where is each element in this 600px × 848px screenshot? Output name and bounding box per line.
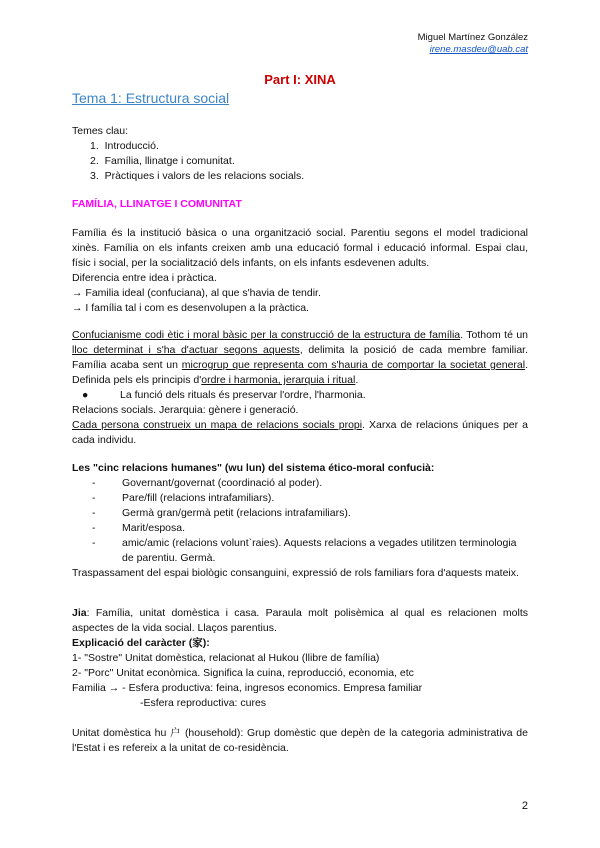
- tema-title: Tema 1: Estructura social: [72, 90, 230, 106]
- paragraph: 1- "Sostre" Unitat domèstica, relacionat al Hukou (llibre de família): [72, 652, 380, 664]
- paragraph: Relacions socials. Jerarquia: gènere i generació.: [72, 404, 299, 416]
- paragraph: → I família tal i com es desenvolupen a la pràctica.: [72, 302, 309, 314]
- author-name: Miguel Martínez González: [417, 32, 528, 43]
- list-item: - amic/amic (relacions volunt`raies). Aquests relacions a vegades utilitzen terminologia de parentiu. Germà.: [92, 537, 517, 564]
- paragraph: Diferencia entre idea i pràctica.: [72, 272, 217, 284]
- paragraph: Familia → - Esfera productiva: feina, ingresos economics. Empresa familiar: [72, 682, 423, 694]
- confucianisme-block: [72, 328, 528, 448]
- jia-block: [72, 606, 528, 711]
- list-item: 1. Introducció.: [90, 140, 159, 152]
- list-item: - Marit/esposa.: [92, 522, 186, 534]
- explicacio-heading: Explicació del caràcter (家):: [72, 637, 210, 649]
- list-item: - Germà gran/germà petit (relacions intrafamiliars).: [92, 507, 351, 519]
- list-item: 3. Pràctiques i valors de les relacions socials.: [90, 170, 305, 182]
- paragraph: Jia: Família, unitat domèstica i casa. Paraula molt polisèmica al qual es relacionen molts aspectes de la vida social. Llaços parentius.: [72, 607, 528, 634]
- temes-block: [72, 124, 528, 184]
- cinc-heading: Les "cinc relacions humanes" (wu lun) del sistema ético-moral confucià:: [72, 462, 435, 474]
- cinc-relacions-block: [72, 461, 528, 581]
- temes-list: [72, 139, 528, 184]
- paragraph: Unitat domèstica hu 户 (household): Grup domèstic que depèn de la categoria administrativa de l'Estat i es refereix a la unitat de co-residència.: [72, 727, 528, 754]
- list-item: ● La funció dels rituals és preservar l'ordre, l'harmonia.: [82, 389, 366, 401]
- paragraph: → Familia ideal (confuciana), al que s'havia de tendir.: [72, 287, 321, 299]
- page-number: 2: [521, 800, 528, 812]
- paragraph: Traspassament del espai biològic consanguini, expressió de rols familiars fora d'aquests mateix.: [72, 567, 519, 579]
- section-heading: FAMÍLIA, LLINATGE I COMUNITAT: [72, 198, 242, 210]
- page-header: [418, 32, 528, 56]
- bullet-list: [72, 388, 528, 403]
- dash-list: [72, 476, 528, 566]
- paragraph: Cada persona construeix un mapa de relacions socials propi. Xarxa de relacions úniques per a cada individu.: [72, 419, 528, 446]
- list-item: - Pare/fill (relacions intrafamiliars).: [92, 492, 275, 504]
- temes-label: Temes clau:: [72, 125, 129, 137]
- unitat-block: [72, 726, 528, 756]
- paragraph: 2- "Porc" Unitat econòmica. Significa la cuina, reproducció, economia, etc: [72, 667, 414, 679]
- paragraph: Família és la institució bàsica o una organització social. Parentiu segons el model tradicional xinès. Família on els infants creixen amb una educació formal i educació informal. Espai clau, físic i social, per la socialització dels infants, on els infants esdevenen adults.: [72, 227, 528, 269]
- list-item: 2. Família, llinatge i comunitat.: [90, 155, 235, 167]
- familia-block: [72, 226, 528, 316]
- paragraph: -Esfera reproductiva: cures: [140, 697, 267, 709]
- paragraph: Confucianisme codi ètic i moral bàsic per la construcció de la estructura de família. Tothom té un lloc determinat i s'ha d'actuar segons aquests, delimita la posició de cada membre familiar. Família acaba sent un microgrup que representa com s'hauria de comportar la societat general. Definida pels els principis d'ordre i harmonia, jerarquia i ritual.: [72, 329, 528, 386]
- email-link[interactable]: irene.masdeu@uab.cat: [429, 44, 528, 55]
- list-item: - Governant/governat (coordinació al poder).: [92, 477, 323, 489]
- part-title: Part I: XINA: [264, 72, 336, 87]
